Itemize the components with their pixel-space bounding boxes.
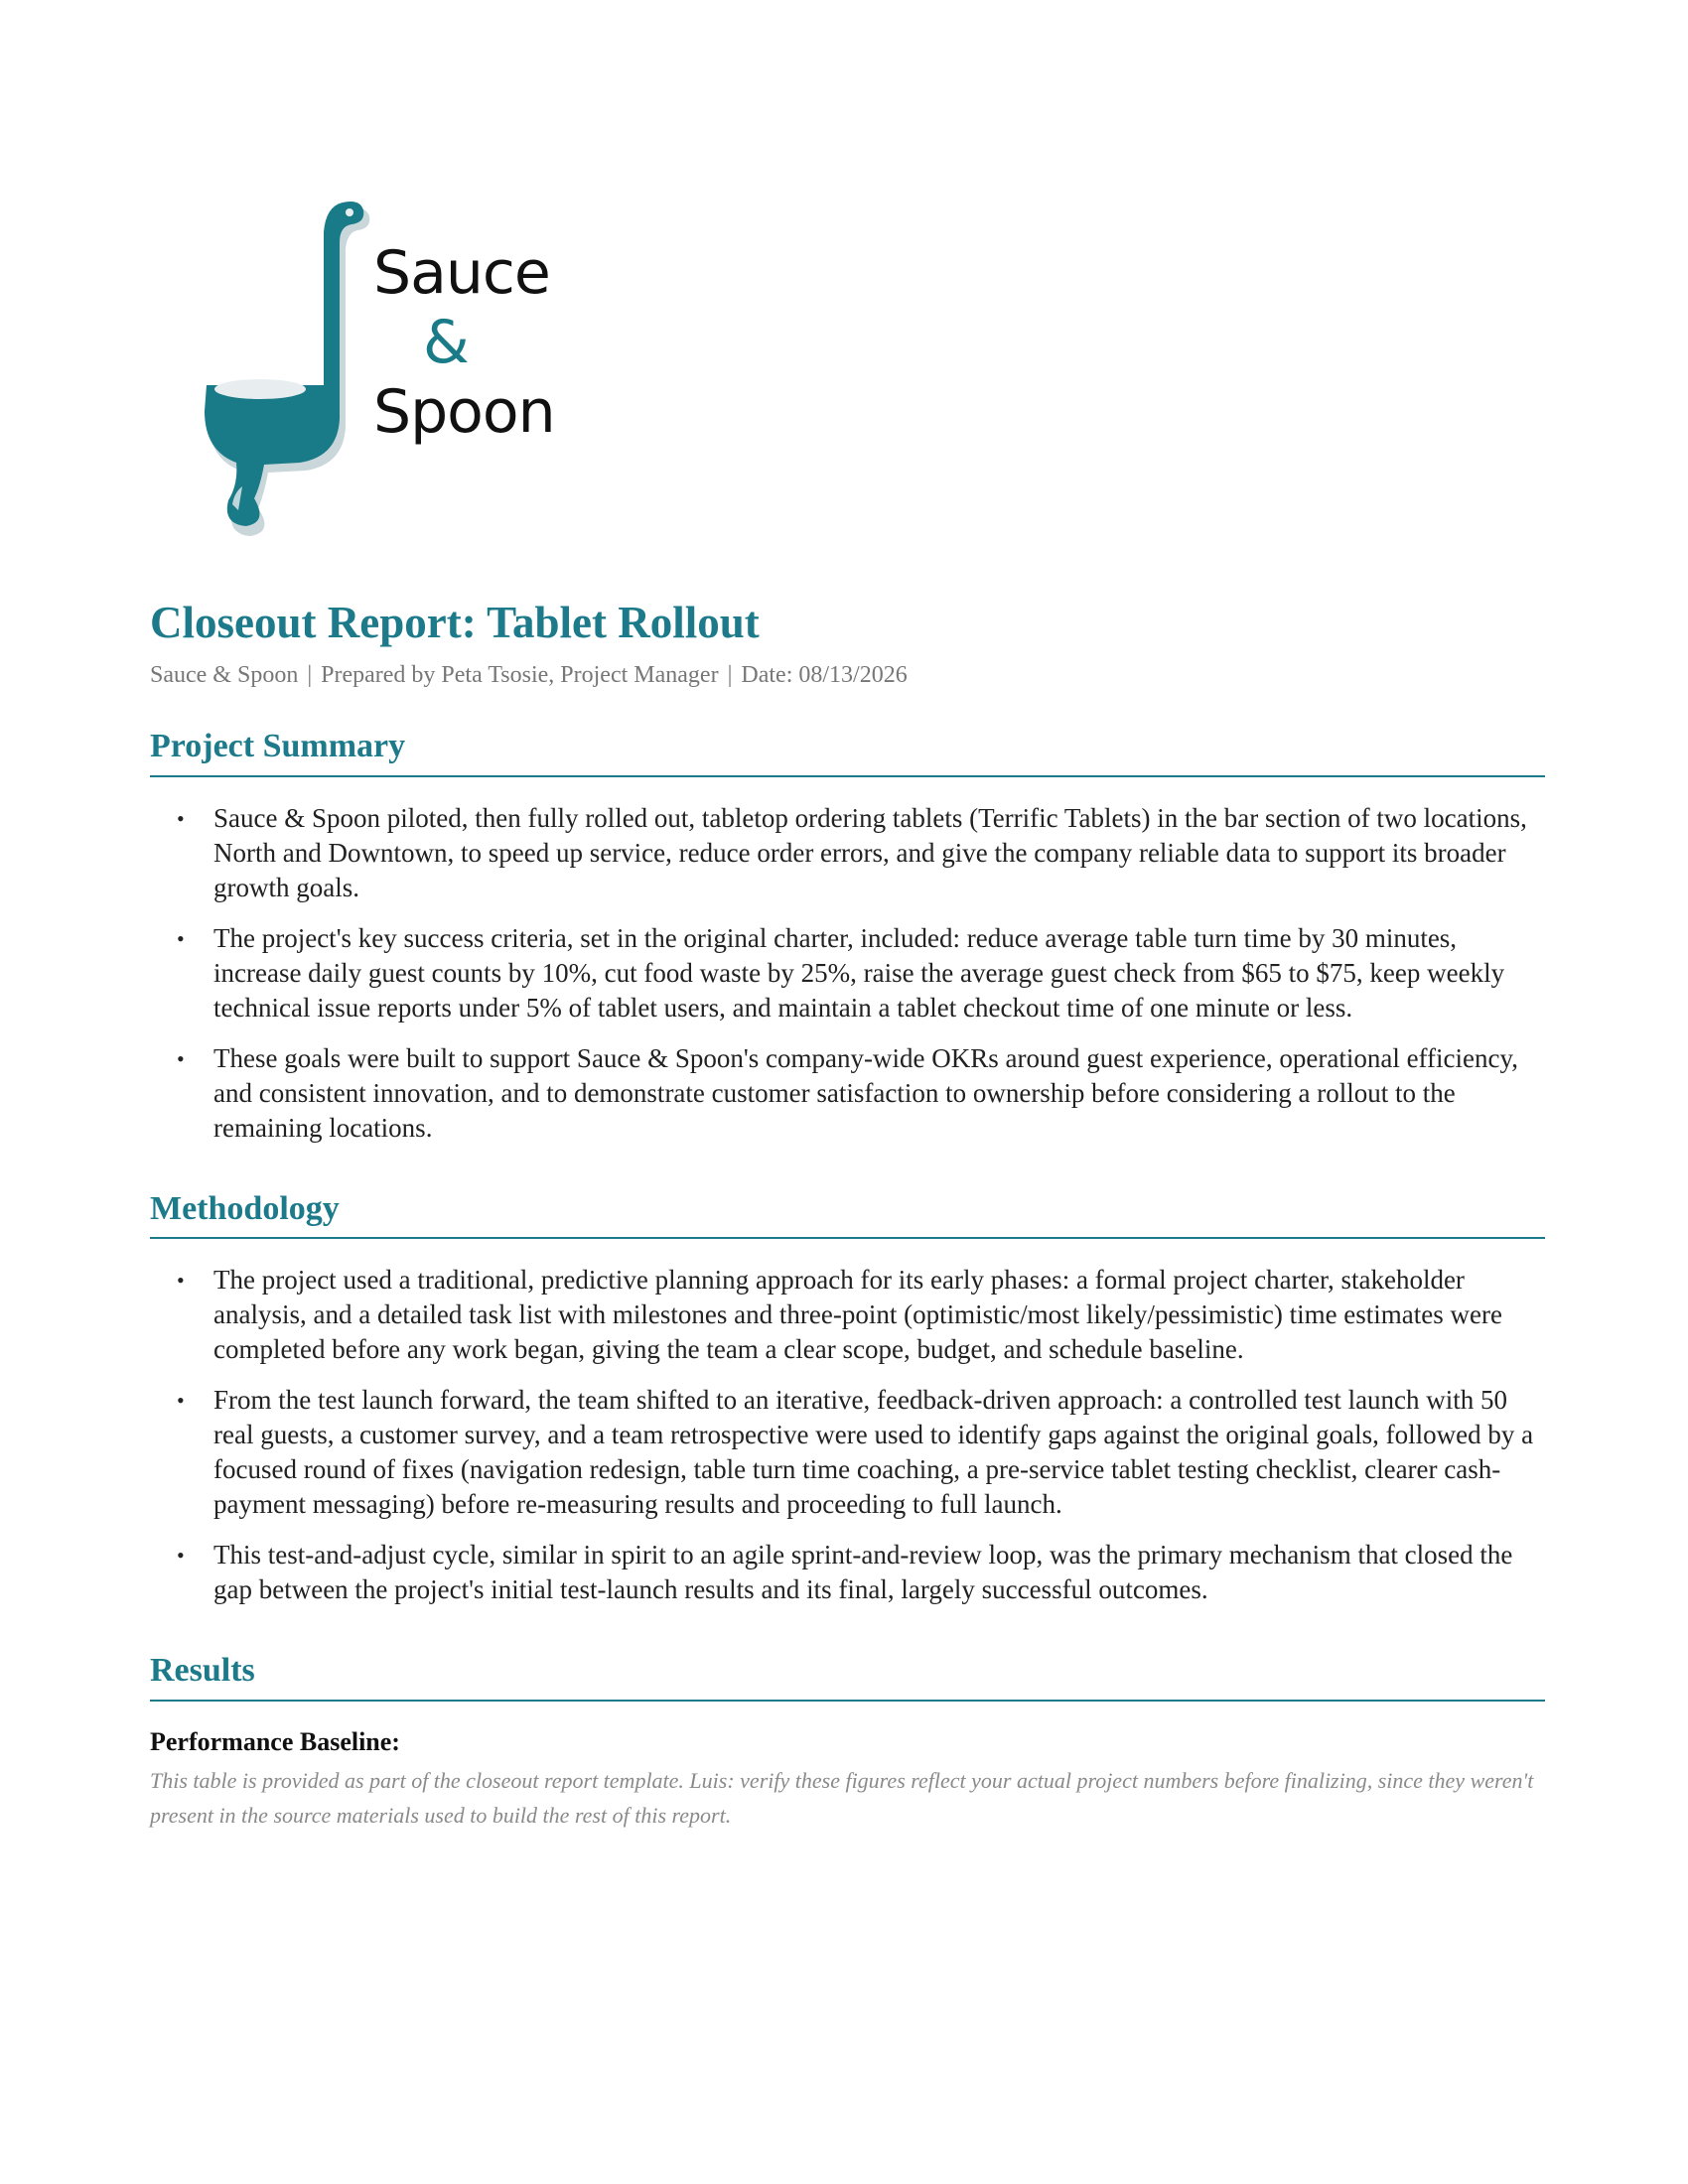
logo-text-ampersand: & <box>423 308 469 377</box>
subsection-heading: Performance Baseline: <box>150 1727 400 1757</box>
byline-prepared-by: Prepared by Peta Tsosie, Project Manager <box>321 662 719 688</box>
company-logo <box>199 199 555 536</box>
template-note: This table is provided as part of the closeout report template. Luis: verify these figures reflect your actual project numbers before finalizing, since they weren't present in the source materials used to build the rest of this report. <box>150 1767 1534 1828</box>
section-heading: Results <box>150 1651 1545 1702</box>
byline-separator: | <box>307 662 313 688</box>
list-item: • The project's key success criteria, set in the original charter, included: reduce average table turn time by 30 minutes, increase daily guest counts by 10%, cut food waste by 25%, raise the average guest check from $65 to $75, keep weekly technical issue reports under 5% of tablet users, and maintain a tablet checkout time of one minute or less. <box>213 921 1545 1025</box>
list-item: • The project used a traditional, predictive planning approach for its early phases: a formal project charter, stakeholder analysis, and a detailed task list with milestones and three-point (optimistic/most likely/pessimistic) time estimates were completed before any work began, giving the team a clear scope, budget, and schedule baseline. <box>213 1263 1545 1367</box>
section-methodology <box>150 1189 1545 1608</box>
byline-date: Date: 08/13/2026 <box>741 662 908 688</box>
logo-text-sauce: Sauce <box>373 238 550 308</box>
report-body <box>150 596 1545 1833</box>
section-heading: Project Summary <box>150 727 1545 777</box>
byline-company: Sauce & Spoon <box>150 662 299 688</box>
list-item: • These goals were built to support Sauce & Spoon's company-wide OKRs around guest experience, operational efficiency, and consistent innovation, and to demonstrate customer satisfaction to ownership before considering a rollout to the remaining locations. <box>213 1041 1545 1146</box>
report-byline <box>150 661 1545 690</box>
list-item: • This test-and-adjust cycle, similar in spirit to an agile sprint-and-review loop, was the primary mechanism that closed the gap between the project's initial test-launch results and its final, largely successful outcomes. <box>213 1538 1545 1607</box>
list-item: • From the test launch forward, the team shifted to an iterative, feedback-driven approach: a controlled test launch with 50 real guests, a customer survey, and a team retrospective were used to identify gaps against the original goals, followed by a focused round of fixes (navigation redesign, table turn time coaching, a pre-service tablet testing checklist, clearer cash-payment messaging) before re-measuring results and proceeding to full launch. <box>213 1383 1545 1522</box>
report-title: Closeout Report: Tablet Rollout <box>150 598 760 647</box>
byline-separator: | <box>727 662 733 688</box>
section-project-summary <box>150 727 1545 1146</box>
logo-text-spoon: Spoon <box>373 377 555 447</box>
section-heading: Methodology <box>150 1189 1545 1240</box>
list-item: • Sauce & Spoon piloted, then fully rolled out, tabletop ordering tablets (Terrific Tablets) in the bar section of two locations, North and Downtown, to speed up service, reduce order errors, and give the company reliable data to support its broader growth goals. <box>213 801 1545 905</box>
bullet-list <box>150 1263 1545 1607</box>
section-results <box>150 1651 1545 1833</box>
bullet-list <box>150 801 1545 1146</box>
